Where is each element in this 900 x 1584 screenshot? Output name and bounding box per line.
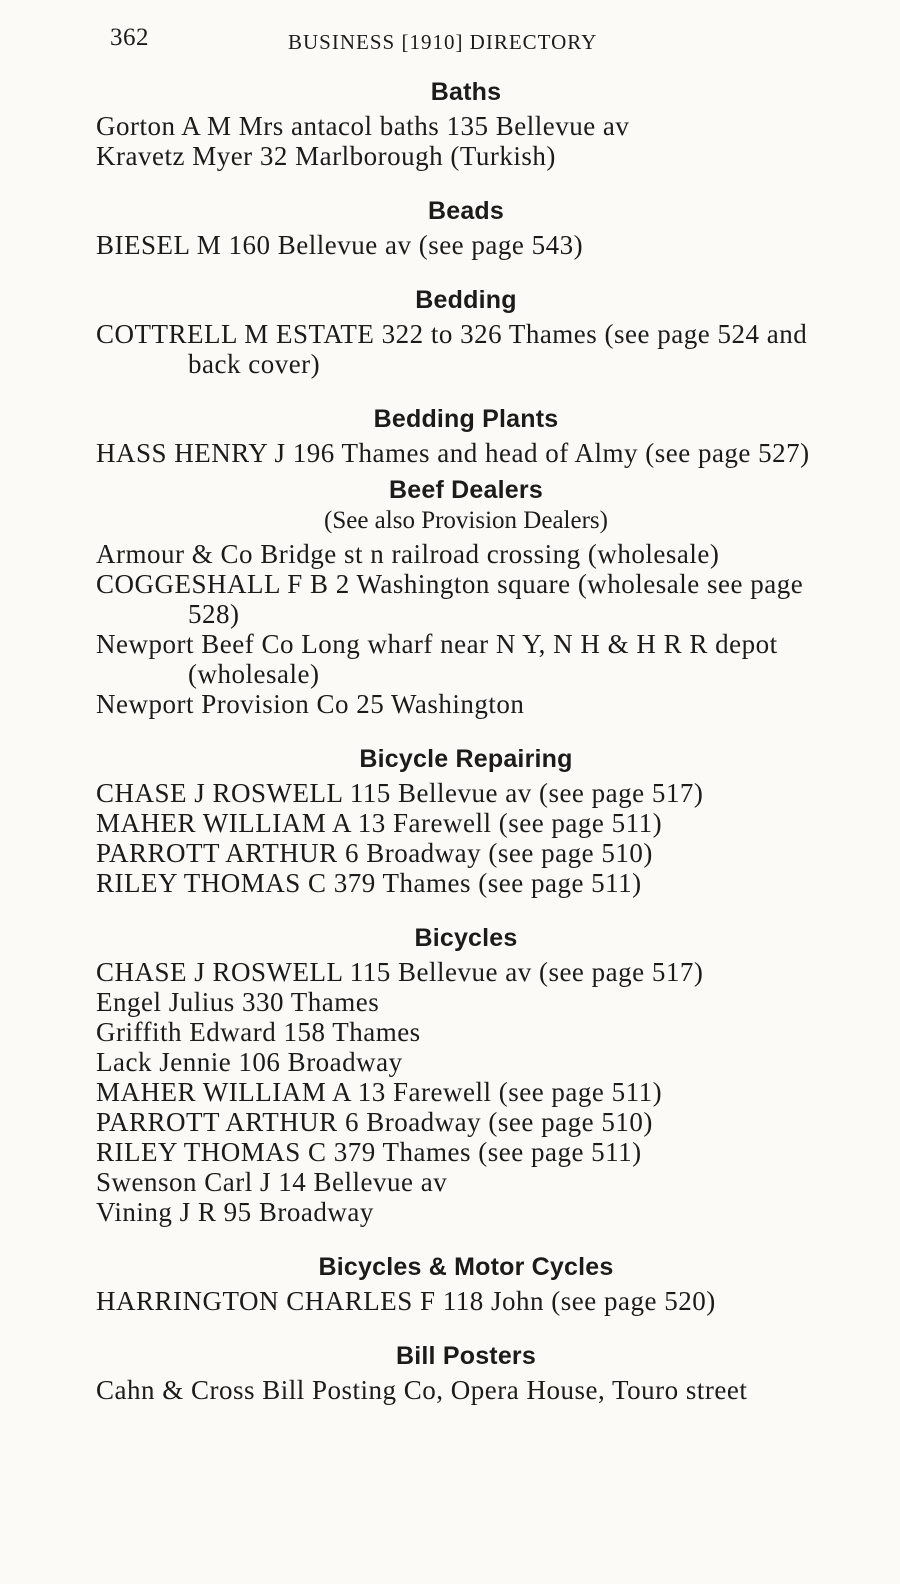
section-heading: Beads: [427, 197, 505, 225]
list-item: PARROTT ARTHUR 6 Broadway (see page 510): [96, 838, 653, 868]
list-item: Newport Provision Co 25 Washington: [96, 689, 525, 719]
list-item: Kravetz Myer 32 Marlborough (Turkish): [96, 141, 556, 171]
list-item: PARROTT ARTHUR 6 Broadway (see page 510): [96, 1107, 653, 1137]
list-item: Lack Jennie 106 Broadway: [96, 1047, 403, 1077]
section-heading: Bedding: [415, 286, 517, 314]
section-bedding: [96, 286, 836, 379]
section-heading: Bicycle Repairing: [359, 745, 573, 773]
section-beads: [96, 197, 836, 260]
section-beef-dealers: [96, 476, 836, 719]
list-item: Swenson Carl J 14 Bellevue av: [96, 1167, 448, 1197]
list-item: COGGESHALL F B 2 Washington square (wholesale see page 528): [96, 569, 804, 629]
section-note: (See also Provision Dealers): [324, 507, 608, 534]
section-bedding-plants: [96, 405, 836, 468]
section-heading: Bill Posters: [396, 1342, 536, 1370]
section-heading: Bedding Plants: [373, 405, 559, 433]
list-item: HARRINGTON CHARLES F 118 John (see page 520): [96, 1286, 716, 1316]
list-item: CHASE J ROSWELL 115 Bellevue av (see page 517): [96, 957, 704, 987]
list-item: Armour & Co Bridge st n railroad crossing (wholesale): [96, 539, 720, 569]
list-item: Griffith Edward 158 Thames: [96, 1017, 421, 1047]
section-bicycle-repairing: [96, 745, 836, 898]
section-bicycles-motor-cycles: [96, 1253, 836, 1316]
list-item: HASS HENRY J 196 Thames and head of Almy (see page 527): [96, 438, 810, 468]
list-item: Vining J R 95 Broadway: [96, 1197, 374, 1227]
page-number: 362: [110, 24, 149, 51]
list-item: RILEY THOMAS C 379 Thames (see page 511): [96, 1137, 642, 1167]
list-item: Newport Beef Co Long wharf near N Y, N H & H R R depot (wholesale): [96, 629, 778, 689]
page-header: [110, 24, 670, 58]
list-item: CHASE J ROSWELL 115 Bellevue av (see page 517): [96, 778, 704, 808]
list-item: Gorton A M Mrs antacol baths 135 Bellevue av: [96, 111, 630, 141]
list-item: MAHER WILLIAM A 13 Farewell (see page 511): [96, 808, 663, 838]
section-heading: Bicycles & Motor Cycles: [318, 1253, 614, 1281]
section-heading: Beef Dealers: [389, 476, 543, 504]
section-heading: Bicycles: [414, 924, 518, 952]
section-heading: Baths: [430, 78, 502, 106]
list-item: MAHER WILLIAM A 13 Farewell (see page 511): [96, 1077, 663, 1107]
list-item: RILEY THOMAS C 379 Thames (see page 511): [96, 868, 642, 898]
list-item: Engel Julius 330 Thames: [96, 987, 380, 1017]
list-item: BIESEL M 160 Bellevue av (see page 543): [96, 230, 584, 260]
list-item: Cahn & Cross Bill Posting Co, Opera House, Touro street: [96, 1375, 748, 1405]
list-item: COTTRELL M ESTATE 322 to 326 Thames (see page 524 and back cover): [96, 319, 808, 379]
section-bill-posters: [96, 1342, 836, 1405]
directory-listing: [96, 78, 836, 1405]
running-head: BUSINESS [1910] DIRECTORY: [288, 30, 598, 54]
section-baths: [96, 78, 836, 171]
section-bicycles: [96, 924, 836, 1227]
